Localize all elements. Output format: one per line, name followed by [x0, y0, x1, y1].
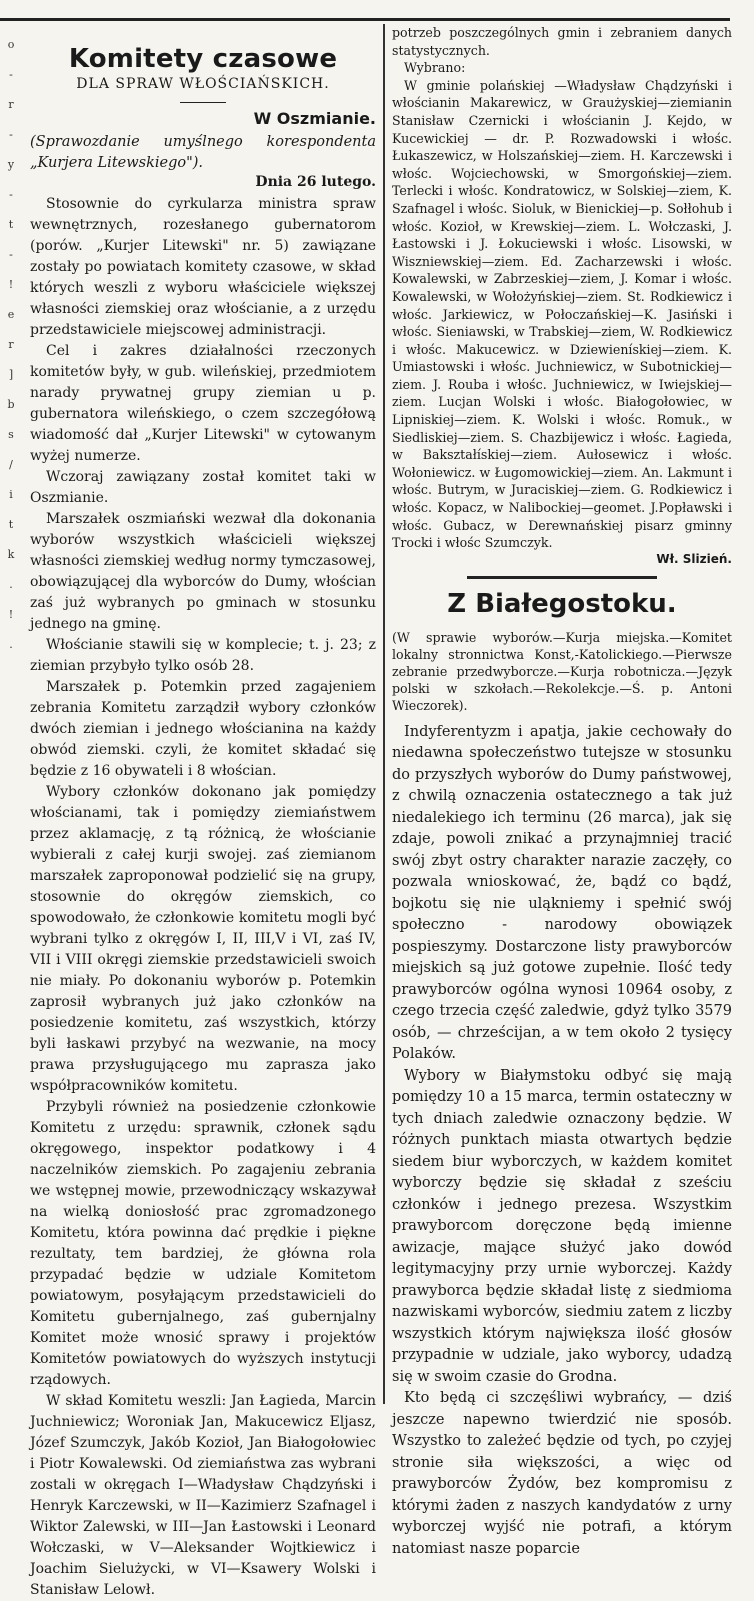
gutter-fragment: -	[9, 68, 13, 81]
gutter-fragment: .	[9, 638, 13, 651]
paragraph: Marszałek p. Potemkin przed zagajeniem zebrania Komitetu zarządził wybory członków dwóch ziemian i jednego włościanina na każdy obwód ziemski. czyli, że komitet składać się będzie z 16 obywateli i 8 włościan.	[30, 679, 376, 779]
gutter-fragment: b	[7, 398, 15, 411]
correspondent-note: (Sprawozdanie umyślnego korespondenta „Kurjera Litewskiego").	[30, 134, 376, 171]
gutter-fragment: t	[8, 218, 14, 231]
article-summary: (W sprawie wyborów.—Kurja miejska.—Komitet lokalny stronnictwa Konst,-Katolickiego.—Pierwsze zebranie przedwyborcze.—Kurja robotnicza.—Język polski w szkołach.—Rekolekcje.—Ś. p. Antoni Wieczorek).	[392, 629, 732, 713]
gutter-fragment: -	[9, 188, 13, 201]
short-rule	[180, 102, 226, 103]
continued-text: potrzeb poszczególnych gmin i zebraniem danych statystycznych.	[392, 25, 732, 58]
paragraph: Wybory w Białymstoku odbyć się mają pomiędzy 10 a 15 marca, termin ostateczny w tych dniach zaledwie oznaczony będzie. W różnych punktach miasta otwartych będzie siedem biur wyborczych, w każdem komitet wyborczy będzie się składał z sześciu członków i jednego prezesa. Wszystkim prawyborcom doręczone będą imienne awizacje, mające służyć jako dowód legitymacyjny przy urnie wyborczej. Każdy prawyborca będzie składał listę z siedmioma nazwiskami wyborców, siedmiu zatem z liczby wszystkich którym największa ilość głosów przypadnie w udziale, jako wyborcy, udadzą się w swoim czasie do Grodna.	[392, 1067, 732, 1385]
gutter-fragment: !	[8, 608, 14, 621]
gutter-fragment: r	[8, 338, 14, 351]
article-subheading: DLA SPRAW WŁOŚCIAŃSKICH.	[76, 76, 330, 92]
signature: Wł. Slizień.	[656, 551, 732, 566]
place-heading: W Oszmianie.	[253, 109, 376, 128]
gutter-fragment: t	[8, 518, 14, 531]
elected-intro: Wybrano:	[404, 60, 466, 76]
header-rule	[0, 0, 730, 21]
elected-list: W gminie polańskiej —Władysław Chądzyński i włościanin Makarewicz, w Graużyskiej—ziemianin Stanisław Czernicki i włościanin J. Kejdo, w Kucewickiej — dr. P. Rozwadowski i włośc. Łukaszewicz, w Holszańskiej—ziem. H. Karczewski i włośc. Wojciechowski, w Smorgońskiej—ziem. Terlecki i włośc. Kondratowicz, w Solskiej—ziem, K. Szafnagel i włośc. Sioluk, w Bienickiej—p. Sołłohub i włośc. Kozioł, w Krewskiej—ziem. L. Wołczaski, J. Łastowski i J. Łokuciewski i włośc. Lisowski, w Wiszniewskiej—ziem. Ed. Zacharzewski i włośc. Kowalewski, w Zabrzeskiej—ziem, J. Komar i włośc. Kowalewski, w Wołożyńskiej—ziem. St. Rodkiewicz i włośc. Jarkiewicz, w Połoczańskiej—K. Jasiński i włośc. Sieniawski, w Trabskiej—ziem, W. Rodkiewicz i włośc. Makucewicz. w Dziewienískiej—ziem. K. Umiastowski i włośc. Juchniewicz, w Subotnickiej—ziem. J. Rouba i włośc. Juchniewicz, w Iwiejskiej—ziem. Lucjan Wolski i włośc. Białogołowiec, w Lipniskiej—ziem. K. Wolski i włośc. Romuk., w Siedliskiej—ziem. S. Chazbijewicz i włośc. Łagieda, w Bakształískiej—ziem. Aułosewicz i włośc. Wołoniewicz. w Ługomowickiej—ziem. An. Lakmunt i włośc. Butrym, w Juraciskiej—ziem. G. Rodkiewicz i włośc. Kopacz, w Nalibockiej—geomet. J.Popławski i włośc. Gubacz, w Derewnańskiej pisarz gminny Trocki i włośc Szumczyk.	[392, 77, 732, 551]
gutter-fragment: /	[9, 458, 13, 471]
paragraph: Cel i zakres działalności rzeczonych komitetów były, w gub. wileńskiej, przedmiotem narady prywatnej grupy ziemian u p. gubernatora wileńskiego, o czem szczegółową wiadomość dał „Kurjer Litewski" w cytowanym wyżej numerze.	[30, 343, 376, 464]
gutter-fragment: s	[8, 428, 14, 441]
paragraph: W skład Komitetu weszli: Jan Łagieda, Marcin Juchniewicz; Woroniak Jan, Makucewicz Eljasz, Józef Szumczyk, Jakób Kozioł, Jan Białogołowiec i Piotr Kowalewski. Od ziemiaństwa zas wybrani zostali w okręgach I—Władysław Chądzyński i Henryk Karczewski, w II—Kazimierz Szafnagel i Wiktor Zalewski, w III—Jan Łastowski i Leonard Wołczaski, w V—Aleksander Wojtkiewicz i Joachim Sielużycki, w VI—Ksawery Wolski i Stanisław Lelowł.	[30, 1393, 376, 1598]
article-body	[392, 722, 732, 1561]
column-divider	[383, 24, 385, 1404]
gutter-fragment: e	[7, 308, 15, 321]
gutter-fragment: -	[9, 128, 13, 141]
gutter-fragment: k	[7, 548, 15, 561]
paragraph: Stosownie do cyrkularza ministra spraw wewnętrznych, rozesłanego gubernatorom (porów. „Kurjer Litewski" nr. 5) zawiązane zostały po powiatach komitety czasowe, w skład których weszli z wyboru właściciele większej własności ziemskiej oraz włościanie, a z urzędu przedstawiciele miejscowej administracji.	[30, 196, 376, 338]
section-rule	[467, 576, 657, 579]
left-gutter-fragments	[0, 30, 22, 1400]
gutter-fragment: -	[9, 248, 13, 261]
article-heading-2: Z Białegostoku.	[447, 588, 677, 619]
gutter-fragment: !	[8, 278, 14, 291]
gutter-fragment: y	[7, 158, 15, 171]
paragraph: Wybory członków dokonano jak pomiędzy włościanami, tak i pomiędzy ziemiaństwem przez aklamację, z tą różnicą, że włościanie wybierali z całej kurji swojej. zaś ziemianom marszałek zaproponował podzielić się na grupy, stosownie do okręgów ziemskich, co spowodowało, że członkowie komitetu mogli być wybrani tylko z okręgów I, II, III,V i VI, zaś IV, VII i VIII okręgi ziemskie przedstawicieli swoich nie miały. Po dokonaniu wyborów p. Potemkin zaprosił wybranych już jako członków na posiedzenie komitetu, zaś wszystkich, którzy byli łaskawi przybyć na wezwanie, na mocy prawa przysługującego mu zaprasza jako współpracowników komitetu.	[30, 784, 376, 1094]
gutter-fragment: ]	[8, 368, 14, 381]
dateline: Dnia 26 lutego.	[255, 174, 376, 190]
paragraph: Indyferentyzm i apatja, jakie cechowały do niedawna społeczeństwo tutejsze w stosunku do przyszłych wyborów do Dumy państwowej, z chwilą oznaczenia ostatecznego a tak już niedalekiego ich terminu (26 marca), jak się zdaje, powoli znikać a przynajmniej tracić swój zbyt ostry charakter narazie zaczęły, co pozwala wnioskować, że, bądź co bądź, bojkotu się nie uląkniemy i spełnić swój społeczno - narodowy obowiązek pospieszymy. Dostarczone listy prawyborców miejskich są już gotowe zupełnie. Ilość tedy prawyborców ogólna wynosi 10964 osoby, z czego trzecia część zaledwie, gdyż tylko 3579 osób, — chrześcijan, a w tem około 2 tysięcy Polaków.	[392, 723, 732, 1063]
gutter-fragment: o	[7, 38, 15, 51]
paragraph: Wczoraj zawiązany został komitet taki w Oszmianie.	[30, 469, 376, 506]
paragraph: Przybyli również na posiedzenie członkowie Komitetu z urzędu: sprawnik, członek sądu okręgowego, inspektor podatkowy i 4 naczelników ziemskich. Po zagajeniu zebrania we wstępnej mowie, przewodniczący wskazywał na wielką doniosłość prac zgromadzonego Komitetu, która powinna dać prędkie i piękne rezultaty, tem bardziej, że główna rola przypadać będzie w udziale Komitetom powiatowym, posyłającym przedstawicieli do Komitetu gubernjalnego, zaś gubernjalny Komitet może wnosić sprawy i projektów Komitetów powiatowych do wyższych instytucji rządowych.	[30, 1099, 376, 1388]
article-heading: Komitety czasowe	[68, 44, 338, 74]
gutter-fragment: .	[9, 578, 13, 591]
gutter-fragment: i	[9, 488, 13, 501]
gutter-fragment: r	[8, 98, 14, 111]
paragraph: Kto będą ci szczęśliwi wybrańcy, — dziś jeszcze napewno twierdzić nie sposób. Wszystko to zależeć będzie od tych, po czyjej stronie siła większości, a więc od prawyborców Żydów, bez kompromisu z którymi żaden z naszych kandydatów z urny wyborczej wyjść nie potrafi, a którym natomiast nasze poparcie	[392, 1390, 732, 1557]
paragraph: Marszałek oszmiański wezwał dla dokonania wyborów wszystkich właścicieli większej własności ziemskiej według normy tymczasowej, obowiązującej dla wyborców do Dumy, włościan zaś już wybranych po gminach w stosunku jednego na gminę.	[30, 511, 376, 632]
paragraph: Włościanie stawili się w komplecie; t. j. 23; z ziemian przybyło tylko osób 28.	[30, 637, 376, 674]
left-column	[30, 24, 376, 1598]
right-column	[392, 24, 732, 1557]
